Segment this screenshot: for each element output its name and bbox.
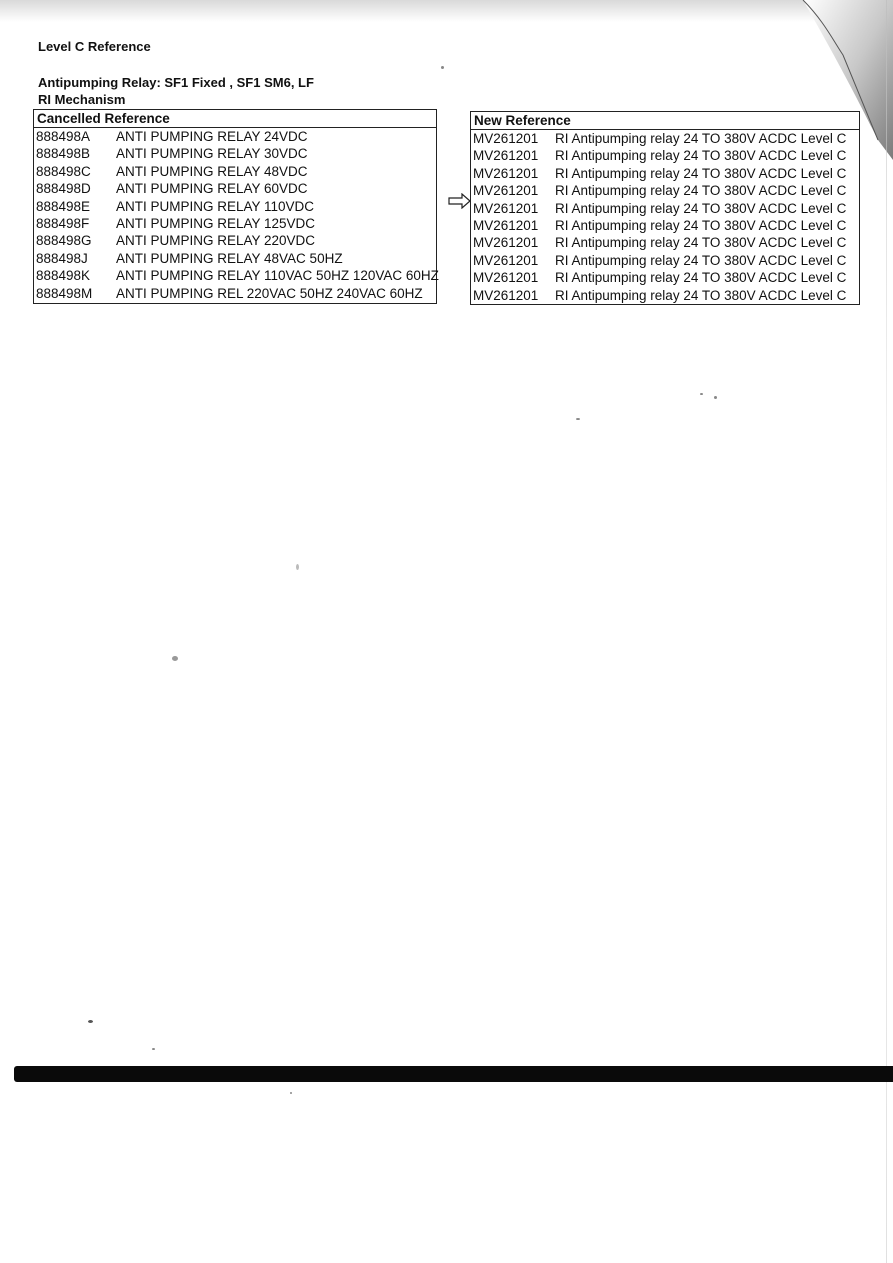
cancelled-code: 888498K xyxy=(36,268,91,284)
scan-speck xyxy=(88,1020,93,1023)
scan-speck xyxy=(700,393,703,395)
cancelled-code: 888498D xyxy=(36,181,91,197)
table-row xyxy=(34,285,436,302)
scan-black-bar xyxy=(14,1066,893,1082)
new-reference-table xyxy=(470,111,860,305)
table-row xyxy=(34,128,436,145)
subtitle-line-1: Antipumping Relay: SF1 Fixed , SF1 SM6, LF xyxy=(38,75,314,90)
scan-speck xyxy=(152,1048,155,1050)
cancelled-code: 888498J xyxy=(36,250,88,266)
new-code: MV261201 xyxy=(473,131,539,146)
new-desc: RI Antipumping relay 24 TO 380V ACDC Level C xyxy=(555,270,847,286)
table-row xyxy=(34,145,436,162)
table-row xyxy=(34,267,439,284)
new-code: MV261201 xyxy=(473,270,539,286)
new-desc: RI Antipumping relay 24 TO 380V ACDC Level C xyxy=(555,217,847,233)
new-desc: RI Antipumping relay 24 TO 380V ACDC Level C xyxy=(555,183,847,199)
table-row xyxy=(34,215,436,232)
cancelled-desc: ANTI PUMPING RELAY 48VAC 50HZ xyxy=(116,250,343,266)
table-row xyxy=(34,232,436,249)
cancelled-code: 888498C xyxy=(36,163,91,179)
new-code: MV261201 xyxy=(473,200,539,216)
table-row xyxy=(471,234,859,251)
cancelled-desc: ANTI PUMPING RELAY 110VDC xyxy=(116,198,315,214)
scan-shadow xyxy=(0,0,893,22)
cancelled-desc: ANTI PUMPING RELAY 220VDC xyxy=(116,233,316,249)
cancelled-code: 888498A xyxy=(36,129,91,144)
cancelled-code: 888498G xyxy=(36,233,92,249)
scan-speck xyxy=(441,66,444,69)
new-table-header: New Reference xyxy=(471,112,859,130)
table-row xyxy=(471,287,859,304)
scan-speck xyxy=(290,1092,292,1094)
new-desc: RI Antipumping relay 24 TO 380V ACDC Level C xyxy=(555,235,847,251)
cancelled-table-header: Cancelled Reference xyxy=(34,110,436,128)
scan-speck xyxy=(172,656,178,661)
new-desc: RI Antipumping relay 24 TO 380V ACDC Level C xyxy=(555,287,847,303)
table-row xyxy=(471,165,859,182)
table-row xyxy=(34,180,436,197)
subtitle-line-2: RI Mechanism xyxy=(38,92,126,107)
table-row xyxy=(34,198,436,215)
cancelled-desc: ANTI PUMPING REL 220VAC 50HZ 240VAC 60HZ xyxy=(116,285,423,301)
cancelled-code: 888498B xyxy=(36,146,91,162)
new-desc: RI Antipumping relay 24 TO 380V ACDC Level C xyxy=(555,148,847,164)
table-row xyxy=(471,130,859,147)
table-row xyxy=(471,252,859,269)
new-code: MV261201 xyxy=(473,148,539,164)
cancelled-reference-table xyxy=(33,109,437,304)
cancelled-desc: ANTI PUMPING RELAY 48VDC xyxy=(116,163,308,179)
table-row xyxy=(471,217,859,234)
new-code: MV261201 xyxy=(473,183,539,199)
page-subtitle xyxy=(38,74,314,108)
level-title: Level C Reference xyxy=(38,39,151,54)
new-desc: RI Antipumping relay 24 TO 380V ACDC Level C xyxy=(555,165,847,181)
cancelled-desc: ANTI PUMPING RELAY 30VDC xyxy=(116,146,308,162)
right-arrow-icon xyxy=(448,193,472,209)
scan-speck xyxy=(576,418,580,420)
new-desc: RI Antipumping relay 24 TO 380V ACDC Level C xyxy=(555,131,847,146)
scan-speck xyxy=(714,396,717,399)
new-code: MV261201 xyxy=(473,165,539,181)
scan-speck xyxy=(296,564,299,570)
table-row xyxy=(471,269,859,286)
new-code: MV261201 xyxy=(473,287,539,303)
cancelled-code: 888498E xyxy=(36,198,91,214)
table-row xyxy=(471,147,859,164)
cancelled-desc: ANTI PUMPING RELAY 60VDC xyxy=(116,181,308,197)
table-row xyxy=(34,163,436,180)
cancelled-desc: ANTI PUMPING RELAY 24VDC xyxy=(116,129,308,144)
cancelled-code: 888498M xyxy=(36,285,93,301)
table-row xyxy=(471,182,859,199)
new-code: MV261201 xyxy=(473,235,539,251)
new-code: MV261201 xyxy=(473,217,539,233)
table-row xyxy=(34,250,436,267)
cancelled-desc: ANTI PUMPING RELAY 110VAC 50HZ 120VAC 60HZ xyxy=(116,268,439,284)
new-code: MV261201 xyxy=(473,252,539,268)
cancelled-desc: ANTI PUMPING RELAY 125VDC xyxy=(116,215,316,231)
table-row xyxy=(471,200,859,217)
new-desc: RI Antipumping relay 24 TO 380V ACDC Level C xyxy=(555,200,847,216)
new-desc: RI Antipumping relay 24 TO 380V ACDC Level C xyxy=(555,252,847,268)
cancelled-code: 888498F xyxy=(36,215,90,231)
